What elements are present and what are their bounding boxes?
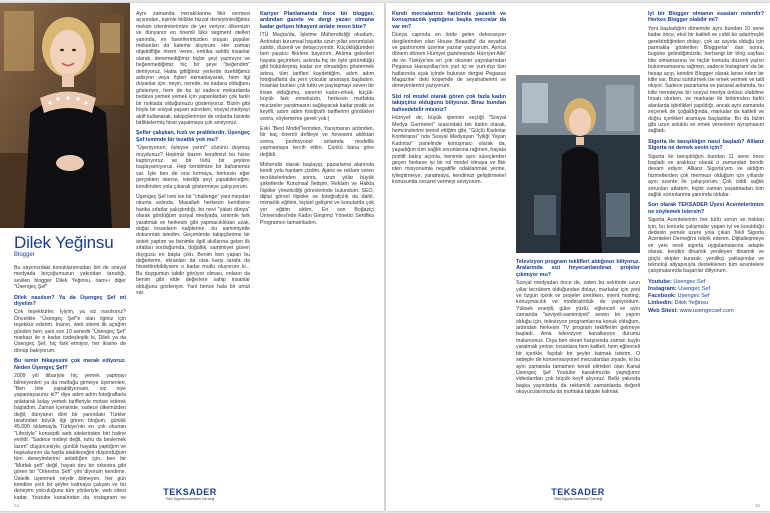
- teksader-logo-left: [150, 487, 230, 501]
- logo-name: TEKSADER: [163, 487, 217, 497]
- left-column-1: [14, 265, 126, 500]
- contact-instagram: Instagram: Usengec Sef: [648, 286, 711, 293]
- contact-youtube: Youtube: Usengec Sef: [648, 278, 706, 285]
- question-2: Bu ismin hikayesini çok merak ediyoruz. Neden Üşengeç Şef?: [14, 358, 126, 371]
- portrait-photo: [0, 3, 130, 228]
- answer-3: "Üşeniyorum, öyleyse yarın!" sözünü duymuş muydunuz? Hepimiz bazen kendimizi bu hisse kaptırıyoruz ve bir türlü bir şeylere başlayamıyoruz. Hep kendimize bir bahanemiz var. İşte ben de onu kırmaya, herkesin eğer gerçekten isterse, istediği şeyi yapabileceğini, kendimden yola çıkarak göstermeye çalışıyorum.: [136, 145, 250, 190]
- contact-website: Web Sitesi: www.usengecsef.com: [648, 307, 734, 314]
- logo-org: Tekli Sigorta Acenteleri Derneği: [165, 497, 215, 501]
- logo-org-right: Tekli Sigorta Acenteleri Derneği: [553, 497, 603, 501]
- intro-paragraph: Bu sayımızdaki konuklarımızdan biri de sosyal medyada birçoğumuzun yakından tanıdığı, sevilen blogger Dilek Yeğinsu, namı-ı diğer "Üsengeç Şef": [14, 265, 126, 291]
- portrait-illustration: [0, 3, 130, 228]
- question-9: Sigorta ile tanışıklığın nasıl başladı? Allianz Sigorta ne demek senin için?: [648, 138, 764, 152]
- answer-7: Sosyal medyadan önce de, zaten bu sektörde uzun yıllar tecrübem olduğundan dolayı, markalar için yeni ve özgün içerik ve projeler üretirken, event hosting, konuşmacılık ve moderatörlük de yapıyordum. Yüksek enerjili, güler yüzlü, eğlenceli ve aynı zamanda "seviyeli-samimiyeti" seven bir yapım olduğu için, televizyon programlarına konuk olduğum, ardından herkesin TV program tekliflerim gelmeye başladı. Ama televizyon kanallarının durumu malumunuz. Dışa ben ekran karşısında zaman kaybı yaratmak yerine, insanlara hem kaliteli, hem eğlenceli bir içerikle, faydalı bir şeyler katmak isterim. O sebeple de konservasyonel mecralardan ziyade, ki bu aynı zamanda tamamen kendi elimden olan Kanal Üsengeç Şef Youtube kanalımızda yaptığımız videolardan çok büyük keyif alıyoruz. Belki yakında başka yayınlarda da reklamlık zamanlarda değerli okuyucularımızla da muhtaka takipte kalmak.: [516, 280, 640, 396]
- page-number-right: 35: [754, 503, 760, 508]
- answer-6: Hürriyet' de, büyük işlerinin seçtiği "Sosyal Medya Gurmeleri" arasındaki tek kadın olarak, hemcinslerimi temsil ettiğim gibi, "Güçlü Kadınlar Konferansı" nda Sosyal Medyayan "İyiliği Yayan Kadınlar" panelinde konuşmacı olarak da, yaşadığım tüm sağlık sorunlarına rağmen, hayata pozitif bakış açımla, benimle aynı süreçlerden geçen herkese iyi bir rol model olmaya ve fikir iden misyonumla negatifle odaklanmak yerine, iyileştirmeye, yaratmaya, kendimizi geliştirmeleri konusunda cesaret vermeyi seviyorum.: [392, 115, 506, 186]
- left-page: [0, 3, 384, 511]
- right-column-2: [516, 259, 640, 499]
- contact-block: [648, 279, 764, 315]
- answer-4: İTÜ Maçka'da, İşletme Mühendisliği okudum. Ardından kurumsal hayatta uzun yıllar sorumluluk sahibi, düzenli ve detaycıyımdır. Küçüklüğümden beri yaratıcı fikirlere bayılırım. Aklıma gelenleri hayata geçirirken, aslında hiç de öyle göründüğü gibi bütünleşmiş kadar zor olmadığını göstermek adına, tüm tarifleri kaydettiğim, adım adım fotoğraflarla da yeni yolcular aramaya başladım. İnsanlar bunları çok tuttu ve paylaşmayı seven bir insan olduğumu, sanırım kadın-erkek, küçük-büyük fark etmeksizin, herkesin mutfakta mucizeler yaratmasını sağlayacak kadar pratik ve keyifli, adım adım fotoğraflı tariflerimi gördükleri sonra, söylememe gerek yok:): [260, 32, 374, 122]
- right-column-3: [648, 11, 764, 499]
- secondary-illustration: [516, 75, 640, 253]
- answer-4-cont: Eski "Best Model"lerinden, Yarışmanın ardından, bir kaç önemli defileye ve hevesimi aldıktan sonra, profesyonel anlamda modellik yapmamaya tercih ettim. Çünkü bana göre değildi.: [260, 125, 374, 158]
- article-role: Blogger: [14, 252, 35, 258]
- question-7: Televizyon program teklifleri aldığınızı biliyoruz. Aralarında sizi heyecanlandıran projeler çıkmıyor mu?: [516, 259, 640, 278]
- right-column-1: [392, 11, 506, 499]
- answer-9: Sigorta ile tanışıklığım bundan 11 sene önce başladı ve aralıksız olarak o zamandan beridir devam ediyor. Allianz Sigorta'yım ve aldığım hizmetlerden çok memnun olduğum için yıllardır aynı acente ile çalışıyorum. Çok ciddi sağlık sorunları atlattım, hiçbir zaman yaşatmadan tüm sağlık sorunlarıma yanımda oldular.: [648, 153, 764, 198]
- question-1: Dilek nasılsın? Ya da Üşengeç Şef mi diyelim?: [14, 294, 126, 308]
- contact-facebook: Facebook: Usengec Sef: [648, 293, 710, 300]
- answer-2-cont: Ayrıı zamanda meraklılarına fikir vermesi açısından, eşimle birlikte bizzat deneyimlediğimiz mekan izlenimlerimize de yer veriyor, ülkemizin ve dünyanın en önemli lüks segment otelleri yanında, en favorilerimizden oluşan popüler mekanları da kaleme alıyorum. Her zaman objektifliğe önem veren, entrika sahibi insanlar olarak, denemediğimiz hiçbir şeyi yazmıyor ve beğenmediğimiz hiç bir şeye "beğendim" demiyoruz. Hatta gittiğimiz yerlerde özeldiğimiz adisyon veya fişleri ekmanlayarak, hem ilgi duyanlar için, neyin, nerede, ne kadara olduğunu gösteriyor, hem de bu işi sadece mekanlarda bedava yemek yemek için yapanlardan çok farklı bir noktada olduğumuzu gösteriyoruz. Bizim gibi böyle bir sosyal yaşam sürerken, sosyal medyayı aktif kullanarak, takipçilerimize de onlarda bizimle birliktelermiş hissi yaşatmaya çok seviyoruz.: [136, 11, 250, 126]
- page-number-left: 34: [14, 503, 20, 508]
- contact-linkedin: Linkedin: Dilek Yeğinsu: [648, 300, 709, 307]
- secondary-photo: [516, 75, 640, 253]
- answer-2: 2009 yılı itibariyle hiç yemek yapmayı bilmeyenleri ya da mutfağa girmeye üşenenleri, "Ben bile yapabiliyorsam, siz niye yapamayasınız ki?" diye adım adım fotoğraflarla anlatarak kolay yemek tarifleriyle motive ederek başladım. Zaman içerisinde, sadece ülkemizden değil; dünyanın dört bir yanındaki Türkler tarafından büyük ilgi gören bloğum, günlük 45.000 tıklamayla Türkiye'nin en çok okunan "Lifestyle" konseptli web sitelerinden biri haline evrildi. "Sadece mideyi değil, ruhu da beslemek lazım" düşüncesiyle, günlük hayatta yaptığım ve başkalarının da fayda alabileceğini düşündüğüm tüm deneyimlerimi anlattığım için, ben bir "Mutfak şefi" değil, hayatı dev bir orkestra gibi gören bir "Orkestra Şefi" yim diyorum kendime. Üstelik üşenmek neydir bilmeyen, her gün kendine yeni bir şeyler katmaya çalışan ve bu deneyim yolculuğunu tüm yönleriyle, web sitesi kadar, Youtube kanalından da, instagram ve: [14, 373, 126, 500]
- question-5: Kendi mecralarınız haricinde yazarlık ve konuşmacılık yaptığınız başka mecralar da var mı?: [392, 11, 506, 30]
- question-10: Son olarak TEKSADER Üyesi Acentelerimize ne söylemek istersin?: [648, 202, 764, 215]
- answer-3-cont: Üşengeç Şef ismi ise bir "challenge" yani meydan okuma aslında. Masallah herkesin kendisine harika sıfatlar yakıştırdığı, bir nevi "yalan dünya" olarak gördüğüm sosyal medyada, ismimle fark yaratmak ve herkesin gibi yapmacıklıktan uzak, doğal insanların kalplerine, bu samimiyetle dokunmak istedim. Geçenlerde takipçilerime bir anket yaptım ve benimle ilgili akıllarına gelen ilk sıfatları sorduğumda, doğallık, samimiyet güven duygusu en başta çıktı. Benim ben yapan bu değerlerim, ekranları da olsa karşı tarafa da hissettirebildiysem o kadar mutlu oluyorum ki... Bu duygumun takdir görüyor olması, onların da benim gibi elde değerlere sahip insanlar olduğunu gösteriyor. Yani bence hala bir umut var.: [136, 193, 250, 297]
- question-6: Sizi rol model olarak gören çok fazla kadın takipçiniz olduğunu biliyoruz. Biraz bundan bahsedebilir misiniz?: [392, 93, 506, 113]
- left-column-2: [136, 11, 250, 499]
- answer-5: Dünya capında en önde gelen dekorasyon dergilerinden olan House Beautiful' da seyahat ve gastronomi üzerine yazılar yazıyorum. Ayrıca dönem dönem Hürriyet gazetesinde Hürriyet Aile' de ve Türkiye'nin en çok okunan yayınlarından Pegasus Havayolları'nın yurt içi ve yurt-dışı tüm hatlarında uçak içinde bulunan dergisi Pegasus Magazine' deki köşemde de seyahatlerimi ve deneyimlerimi yazıyorum.: [392, 32, 506, 90]
- answer-10: Sigorta Acentelerinin her türlü sorun ve hakları için, bu konuda çalışmalar yapan iyi ve kurulduğu dedesin yemek üzere yola çıkan Tekli Sigorta Acenteleri Derneği'ni tebrik ederim. Dijitalleşmeye ve yeni nesil sigorta uygulamalarına adapte olarak, kendini dinamik yenileyen dinamik ve güçlü ekipler kurarak, yenilikçi yaklaşımlar ve teknoloji altyapısıyla desteklenen tüm acentelere çalışmalarında başarılar diliyorum.: [648, 217, 764, 275]
- article-title: Dilek Yeğinsu: [14, 233, 114, 252]
- left-column-3: [260, 11, 374, 499]
- question-3: Şefler çalışkan, hızlı ve pratiklerdir. Üşengeç Şef isminde bir tezatlık yok mu?: [136, 130, 250, 143]
- question-8: İyi bir Blogger olmanın esasları nelerdir? Herkes Blogger olabilir mi?: [648, 11, 764, 24]
- teksader-logo-right: [538, 487, 618, 501]
- right-page: [386, 3, 770, 511]
- answer-1: Çok teşekkürler. İyiyim, ya siz nasılsınız? Öncelikle "Üsengeç Şef"e olan ilginiz için teşekkür ederim. Inanın, web sitemi ilk açtığım günden beri, yani son 10 senedir "Üsengeç Şef" markası ile o kadar özdeşleştik ki, Dilek ya da Üsengeç Şef, hiç fark etmiyor, her ikisine de dönüp bakıyorum.: [14, 309, 126, 354]
- logo-name-right: TEKSADER: [551, 487, 605, 497]
- answer-8: Yeni başladığım dönemde aynı bundan 10 sene kadar önce, ekol bir kaliteli ve cıddi bir adanmışlık gerektirdiğinden dolayı, çok az sayıda olduğu için parmakla gösterilen Bloggerlar' dan sonra, bugüne gelindiğimizde, herhangi bir blog sayfası bile olmamasına ve hiçbir konuda düzenli yazısı bulunmamasına rağmen, sadece Instagram' da bir hesap açıp, kendini Blogger olarak lanse eden bir kitle var. Bunu sürdürmek ise emek vermek ve tatil oluyor. Sadece pazarlama ve parasal anlamda, bu kitle neredeyse bir sosyal medya ünlüsü olabilme fırsatı olurken, ve markalar ile birbirinden farklı alanlarda işbirlikleri yapıldığı, ancak aynı zamanda seçenek de çoğaldığında, markalar da kaliteli ve doğru içerikleri aramaya başladılar. Bu da bizim gibi uzun soluklu ve emek verenlerin ayrışmasını sağladı.: [648, 25, 764, 135]
- answer-4-cont2: Mühendis olarak başlayıp, pazarlama alanında kendi yolu hantam çizdim. Ajans ve reklam veren tecrübelerinden sonra, uzun yıllar büyük şirketlerde Kurumsal İletişim, Reklam ve Halkla İlişkiler yöneticiliği görevlerinde bulundum. SEO, dijital görsel ilişkiler ve fotoğrafçılık da dahil, mimarlık eğitimi, kişisel gelişimi ve konularda çok yer eğitim aldım. En son Boğaziçi Üniversitesi'nde Kadın Girişimci Yönetici Sertifika Programını tamamladım.: [260, 161, 374, 226]
- question-4: Kariyer Planlamanda önce bir blogger, ardından gazete ve dergi yazarı olmana kadar gelişen hikayeni anlatır mısın bize?: [260, 11, 374, 30]
